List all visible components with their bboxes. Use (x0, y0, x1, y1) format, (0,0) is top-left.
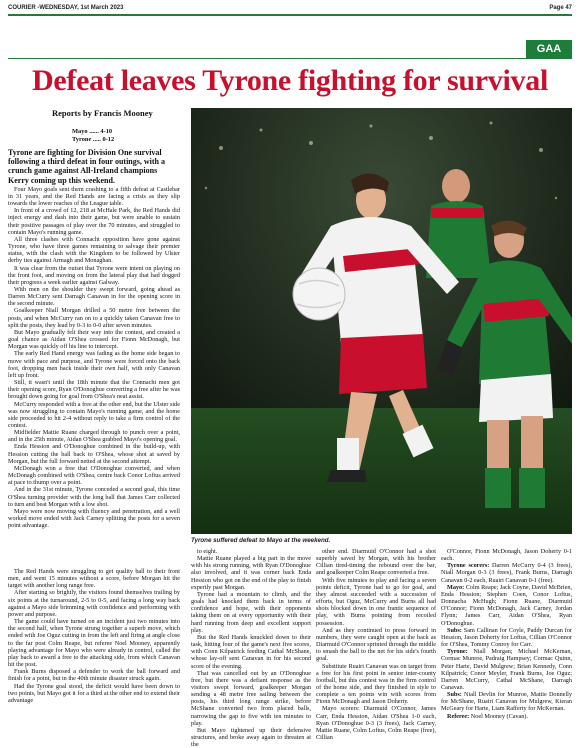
lineup-lead: Subs: (447, 626, 462, 634)
article-column-2 (191, 548, 311, 748)
lineup-text: Noel Mooney (Cavan). (469, 712, 528, 720)
article-column-1 (8, 148, 180, 566)
article-paragraph: other end. Diarmuid O'Connor had a shot superbly saved by Morgan, with his brother Cillian tired-timing the rebound over the bar, and goalkeeper Colm Reape converted a free. (316, 548, 436, 577)
lineup-lead: Subs: (447, 691, 462, 699)
lineup-lead: Referee: (447, 712, 470, 720)
masthead-rule (8, 14, 572, 16)
score-value: 4-10 (100, 128, 113, 135)
publication-date: COURIER -WEDNESDAY, 1st March 2023 (8, 5, 124, 11)
article-paragraph: It was clear from the outset that Tyrone were intent on playing on the front foot, and moving on from the lateral play that had dogged their progress a week earlier against Galway. (8, 264, 180, 286)
article-paragraph: McDonagh won a free that O'Donoghue converted, and when McDonagh combined with O'Shea, centre back Conor Loftus arrived at pace to thump over a point. (8, 464, 180, 487)
article-paragraph: Had the Tyrone goal stood, the deficit would have been down to two points, but Mayo got it for a third at the other end to extend their advantage (8, 682, 180, 704)
article-paragraph: After starting so brightly, the visitors found themselves trailing by six points at the turnaround, 2-5 to 0-5, and facing a long way back against a Mayo side brimming with confidence and performing with power and purpose. (8, 589, 180, 618)
article-paragraph: But the Red Hands knuckled down to their task, hitting four of the game's next five scores, with Conn Kilpatrick feeding Cathal McShane, whose lay-off sent Canavan in for his second score of the evening. (191, 633, 311, 670)
article-paragraph: Tyrone had a mountain to climb, and the goals had knocked them back in terms of confidence and hope, with their opponents taking them on at every opportunity with their hard running from deep and excellent support play. (191, 590, 311, 634)
article-paragraph: But Mayo tightened up their defensive structures, and broke away again to threaten at the (191, 726, 311, 748)
score-line-tyrone: Tyrone ..... 0-12 (72, 136, 115, 143)
score-team: Tyrone (72, 136, 92, 143)
article-paragraph: Frank Burns disposed a defender to work the ball forward and finish for a point, but in the 40th minute disaster struck again. (8, 668, 180, 683)
masthead (8, 4, 572, 14)
article-column-3 (316, 548, 436, 742)
article-paragraph: But Mayo gradually felt their way into the contest, and created a goal chance as Aidan O'Shea crossed for Fionn McDonagh, but Morgan was quickly off his line to intercept. (8, 328, 180, 351)
article-paragraph: In front of a crowd of 12, 218 at McHale Park, the Red Hands did inject energy and dash into their game, but were unable to sustain their positive passages of play over the 70 minutes, and struggled to contain Mayo's running game. (8, 207, 180, 236)
article-paragraph: Mattie Ruane played a big part in the move with his strong running, with Ryan O'Donoghue also involved, and it was corner back Enda Hession who got on the end of the play to finish expertly past Morgan. (191, 555, 311, 591)
lineup-paragraph (441, 548, 572, 562)
article-paragraph: Midfielder Mattie Ruane charged through to punch over a point, and in the 25th minute, Aidan O'Shea grabbed Mayo's opening goal. (8, 429, 180, 444)
lineup-paragraph (441, 691, 572, 712)
article-paragraph: McCurry responded with a free at the other end, but the Ulster side was now struggling to contain Mayo's running game, and the home side proceeded to hit 2-4 without reply to take a firm control of the contest. (8, 400, 180, 429)
lineup-lead: Mayo: (447, 583, 465, 591)
article-paragraph: That was cancelled out by an O'Donoghue free, but there was a defiant response as the visitors swept forward, goalkeeper Morgan sending a 48 metre free sailing between the posts, his third long range strike, before McShane converted two from placed balls, narrowing the gap to five with ten minutes to play. (191, 669, 311, 727)
match-photo (191, 108, 572, 534)
lineup-text: Sam Callinan for Coyle, Paddy Durcan for Hession, Jason Doherty for Loftus, Cillian O'Connor for O'Shea, Tommy Conroy for Carr. (441, 626, 572, 649)
lineup-paragraph (441, 627, 572, 648)
article-column-1-continued (8, 568, 180, 733)
score-value: 0-12 (102, 136, 115, 143)
score-team: Mayo (72, 128, 88, 135)
article-paragraph: The game could have turned on an incident just two minutes into the second half, when Tyrone strung together a superb move, which ended with Joe Oguz cutting in from the left and firing at angle close to the far post Colm Reape, but referee Noel Mooney, apparently playing advantage for Mayo who were already in control, called the play back to award a free to the attacking side, from which Canavan hit the post. (8, 618, 180, 669)
lineup-paragraph (441, 562, 572, 583)
score-line-mayo: Mayo ...... 4-10 (72, 128, 113, 135)
lineup-lead: Tyrone: (447, 648, 468, 656)
article-paragraph: Four Mayo goals sent them crashing to a fifth defeat at Castlebar in 31 years, and the Red Hands are facing a crisis as they slip towards the lower reaches of the League table. (8, 185, 180, 208)
section-tab-gaa: GAA (526, 40, 572, 58)
lineup-lead: Tyrone scorers: (447, 562, 490, 570)
article-paragraph: Mayo scorers: Diarmuid O'Connor, James Carr, Enda Hession, Aidan O'Shea 1-0 each, Ryan O'Donoghue 0-3 (3 frees), Jack Carney, Mattie Ruane, Colm Loftus, Colm Reape (free), Cillian (316, 705, 436, 742)
lineup-paragraph (441, 584, 572, 627)
lineup-text: Niall Devlin for Munroe, Mattie Donnelly for McShane, Ruairi Canavan for Mulgrew, Kieran McGeary for Harte, Liam Rafferty for McKernan. (441, 691, 572, 713)
byline: Reports by Francis Mooney (52, 108, 153, 118)
article-paragraph: Enda Hession and O'Donoghue combined in the build-up, with Hession cutting the ball back to O'Shea, whose shot at saved by Morgan, but the full forward netted at the second attempt. (8, 443, 180, 465)
lineup-paragraph (441, 648, 572, 691)
lineup-text: Colm Reape; Jack Coyne, David McBrien, Enda Hession; Stephen Coen, Conor Loftus, Donnacha McHugh; Fionn Ruane, Diarmuid O'Connor; Fionn McDonagh, Jack Carney, Jordan Flynn; James Carr, Aidan O'Shea, Ryan O'Donoghue. (441, 583, 572, 627)
lineup-text: Darren McCurry 0-4 (3 frees), Niall Morgan 0-3 (3 frees), Frank Burns, Darragh Canavan 0-2 each, Ruairi Canavan 0-1 (free). (441, 562, 573, 584)
lineup-text: O'Connor, Fionn McDonagh, Jason Doherty 0-1 each. (441, 548, 572, 563)
article-paragraph: The Red Hands were struggling to get quality ball to their front men, and went 15 minutes without a score, before Morgan hit the target with another long range free. (8, 568, 180, 590)
article-paragraph: Substitute Ruairi Canavan was on target from a free for his first point in senior inter-county football, but this contest was in the firm control of the home side, and they finished in style to complete a ten points win with scores from Fionn McDonagh and Jason Doherty. (316, 662, 436, 706)
page-number: Page 47 (549, 5, 572, 11)
article-paragraph: Still, it wasn't until the 18th minute that the Connacht men got their opening score, Ryan O'Donoghue converting a free after he was brought down going for goal from O'Shea's neat assist. (8, 379, 180, 401)
match-photo-image (191, 108, 572, 534)
article-paragraph: With men on the shoulder they swept forward, going ahead as Darren McCurry sent Darragh Canavan in for the opening score in the second minute. (8, 286, 180, 308)
article-column-4 (441, 548, 572, 733)
article-paragraph: With five minutes to play and facing a seven points deficit, Tyrone had to go for goal, and they almost succeeded with a succession of efforts, but Oguz, McCurry and Burns all had shots blocked down in one frantic sequence of play, with Burns pointing from recoiled possession. (316, 576, 436, 627)
article-intro: Tyrone are fighting for Division One survival following a third defeat in four outings, with a crunch game against All-Ireland champions Kerry coming up this weekend. (8, 148, 165, 185)
section-rule (8, 58, 572, 59)
article-paragraph: And as they continued to press forward in numbers, they were caught open at the back as Diarmuid O'Connor sprinted through the middle to smash the ball to the net for his side's fourth goal. (316, 626, 436, 663)
article-paragraph: Mayo were now moving with fluency and penetration, and a well worked move ended with Jack Carney splitting the posts for a seven point advantage. (8, 507, 180, 530)
headline: Defeat leaves Tyrone fighting for survival (32, 64, 548, 97)
article-paragraph: Goalkeeper Niall Morgan drilled a 50 metre free between the posts, and when McCurry ran on to a quickly taken Canavan free to split the posts, they lead by 0-3 to 0-0 after seven minutes. (8, 307, 180, 329)
lineup-text: Niall Morgan; Michael McKernan, Cormac Munroe, Padraig Hampsey; Cormac Quinn, Peter Harte, David Mulgrew; Brian Kennedy, Conn Kilpatrick; Conor Meyler, Frank Burns, Joe Oguz; Darren McCurry, Cathal McShane, Darragh Canavan. (441, 648, 572, 691)
lineup-paragraph (441, 713, 572, 720)
article-paragraph: And in the 31st minute, Tyrone conceded a second goal, this time O'Shea turning provider with the long ball that James Carr collected to turn and beat Morgan with a low shot. (8, 486, 180, 508)
article-paragraph: The early Red Hand energy was fading as the home side began to move with pace and purpose, and Tyrone were forced onto the back foot, dropping men back inside their own half, with only Canavan left up front. (8, 350, 180, 379)
article-paragraph: All three clashes with Connacht opposition have gone against Tyrone, who have three games remaining to salvage their premier status, with the clash with the Kingdom to be followed by Ulster derby ties against Armagh and Monaghan. (8, 235, 180, 265)
article-paragraph: to eight. (197, 548, 218, 555)
photo-caption: Tyrone suffered defeat to Mayo at the weekend. (191, 537, 331, 544)
